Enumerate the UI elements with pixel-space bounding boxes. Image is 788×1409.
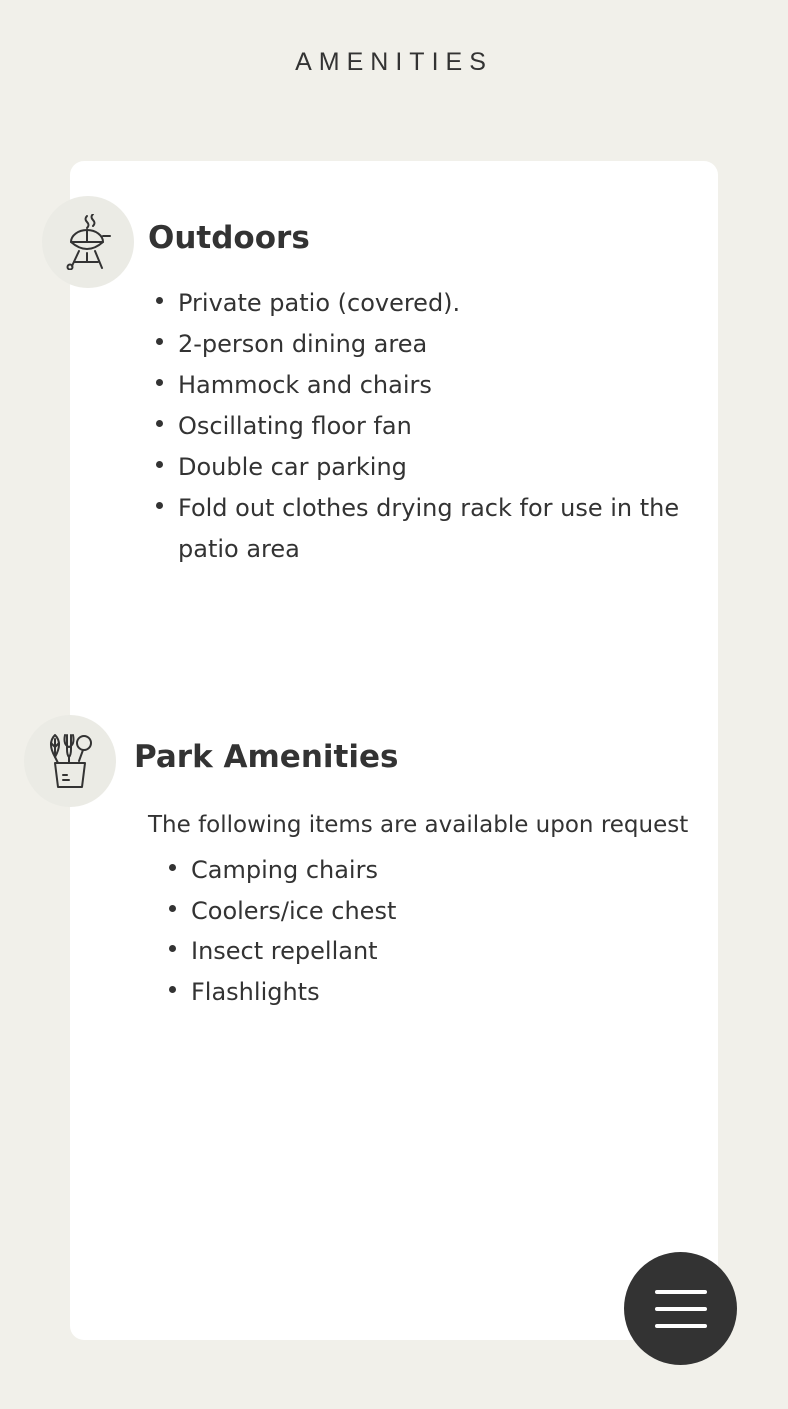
list-item: Flashlights — [191, 972, 671, 1013]
menu-button[interactable] — [624, 1252, 737, 1365]
hamburger-menu-icon — [655, 1290, 707, 1294]
page-title: AMENITIES — [295, 48, 493, 76]
hamburger-menu-icon — [655, 1307, 707, 1311]
list-item: Hammock and chairs — [178, 365, 698, 406]
kitchen-utensils-icon — [45, 733, 95, 789]
section-title-park-amenities: Park Amenities — [134, 739, 399, 775]
outdoors-icon-badge — [42, 196, 134, 288]
grill-icon — [63, 214, 113, 270]
park-amenities-intro: The following items are available upon request — [148, 812, 689, 838]
list-item: Private patio (covered). — [178, 283, 698, 324]
list-item: 2-person dining area — [178, 324, 698, 365]
park-amenities-icon-badge — [24, 715, 116, 807]
list-item: Coolers/ice chest — [191, 891, 671, 932]
list-item: Insect repellant — [191, 931, 671, 972]
list-item: Double car parking — [178, 447, 698, 488]
park-amenities-list — [191, 850, 671, 1012]
outdoors-list — [178, 283, 698, 570]
section-title-outdoors: Outdoors — [148, 220, 310, 256]
list-item: Camping chairs — [191, 850, 671, 891]
list-item: Oscillating floor fan — [178, 406, 698, 447]
list-item: Fold out clothes drying rack for use in the patio area — [178, 488, 698, 570]
hamburger-menu-icon — [655, 1324, 707, 1328]
